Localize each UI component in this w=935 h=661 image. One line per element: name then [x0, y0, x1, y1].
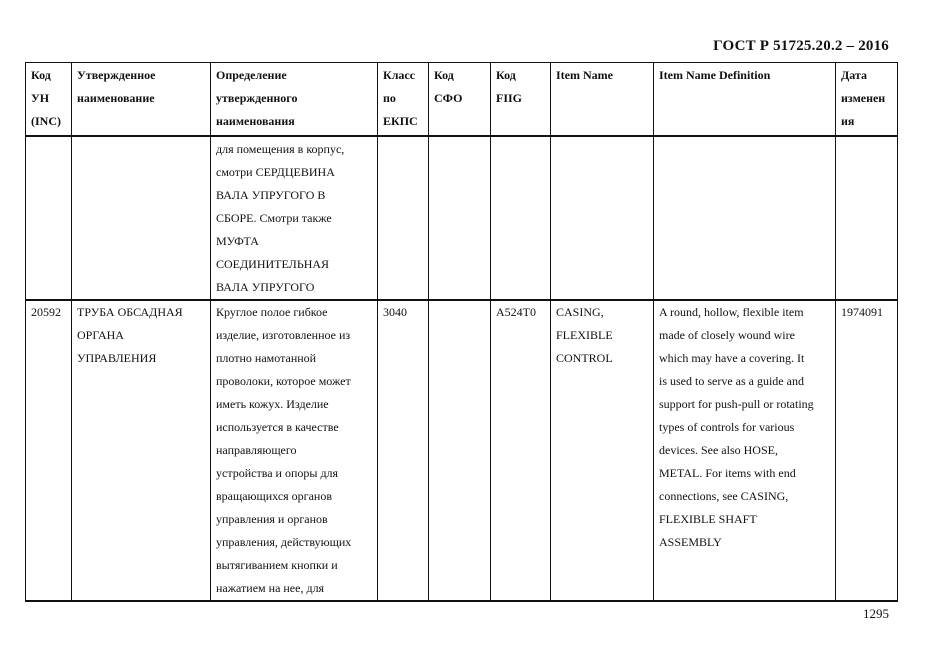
cell-change-date	[836, 136, 898, 300]
header-item-name-definition: Item Name Definition	[654, 63, 836, 137]
cell-inc: 20592	[26, 300, 72, 601]
header-inc: Код УН (INC)	[26, 63, 72, 137]
catalog-table	[25, 62, 898, 602]
cell-definition: для помещения в корпус, смотри СЕРДЦЕВИНА ВАЛА УПРУГОГО В СБОРЕ. Смотри также МУФТА СОЕДИНИТЕЛЬНАЯ ВАЛА УПРУГОГО	[211, 136, 378, 300]
header-fiig-code: Код FIIG	[491, 63, 551, 137]
cell-item-name-definition	[654, 136, 836, 300]
cell-ekps-class: 3040	[378, 300, 429, 601]
cell-item-name	[551, 136, 654, 300]
cell-fiig-code	[491, 136, 551, 300]
cell-item-name-definition: A round, hollow, flexible item made of closely wound wire which may have a covering. It is used to serve as a guide and support for push-pull or rotating types of controls for various devices. See also HOSE, METAL. For items with end connections, see CASING, FLEXIBLE SHAFT ASSEMBLY	[654, 300, 836, 601]
cell-sfo-code	[429, 136, 491, 300]
cell-ekps-class	[378, 136, 429, 300]
cell-change-date: 1974091	[836, 300, 898, 601]
header-ekps-class: Класс по ЕКПС	[378, 63, 429, 137]
cell-inc	[26, 136, 72, 300]
standard-designation: ГОСТ Р 51725.20.2 – 2016	[713, 38, 889, 54]
header-sfo-code: Код СФО	[429, 63, 491, 137]
cell-approved-name: ТРУБА ОБСАДНАЯ ОРГАНА УПРАВЛЕНИЯ	[72, 300, 211, 601]
cell-item-name: CASING, FLEXIBLE CONTROL	[551, 300, 654, 601]
header-definition: Определение утвержденного наименования	[211, 63, 378, 137]
cell-fiig-code: A524T0	[491, 300, 551, 601]
header-change-date: Дата изменен ия	[836, 63, 898, 137]
table-row-continuation	[26, 136, 898, 300]
header-approved-name: Утвержденное наименование	[72, 63, 211, 137]
cell-definition: Круглое полое гибкое изделие, изготовленное из плотно намотанной проволоки, которое может иметь кожух. Изделие используется в качестве направляющего устройства и опоры для вращающихся органов управления и органов управления, действующих вытягиванием кнопки и нажатием на нее, для	[211, 300, 378, 601]
table-row	[26, 300, 898, 601]
header-item-name: Item Name	[551, 63, 654, 137]
table-header-row	[26, 63, 898, 137]
page-number: 1295	[863, 606, 889, 621]
cell-approved-name	[72, 136, 211, 300]
cell-sfo-code	[429, 300, 491, 601]
